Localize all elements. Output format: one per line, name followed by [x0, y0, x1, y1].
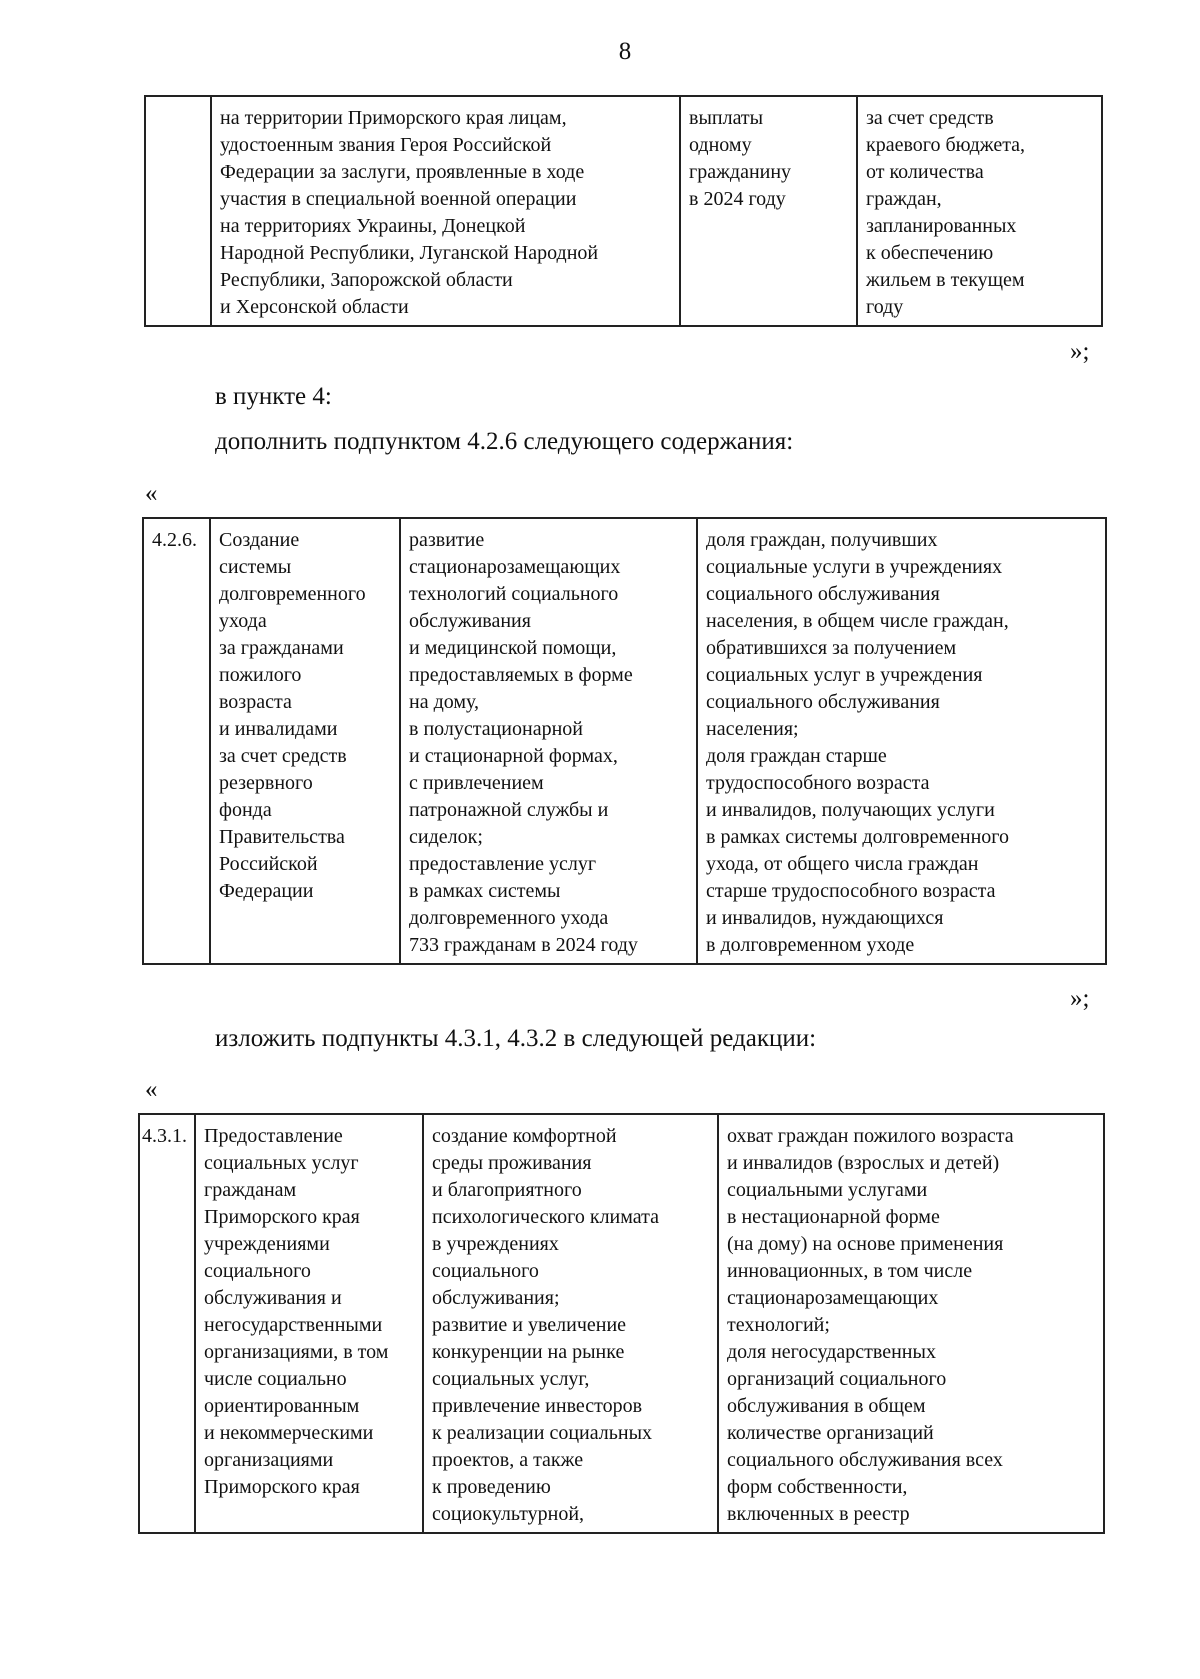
- cell-payment: выплаты одному гражданину в 2024 году: [680, 96, 857, 326]
- cell-result: развитие стационарозамещающих технологий социального обслуживания и медицинской помощи, предоставляемых в форме на дому, в полустационарной и стационарной формах, с привлечением патронажной службы и сиделок; предоставление услуг в рамках системы долговременного ухода 733 гражданам в 2024 году: [400, 518, 697, 964]
- cell-result: создание комфортной среды проживания и благоприятного психологического климата в учреждениях социального обслуживания; развитие и увеличение конкуренции на рынке социальных услуг, привлечение инвесторов к реализации социальных проектов, а также к проведению социокультурной,: [423, 1114, 718, 1533]
- cell-name: Создание системы долговременного ухода за гражданами пожилого возраста и инвалидами за счет средств резервного фонда Правительства Российской Федерации: [210, 518, 400, 964]
- cell-funding: за счет средств краевого бюджета, от количества граждан, запланированных к обеспечению жильем в текущем году: [857, 96, 1102, 326]
- cell-number: 4.3.1.: [139, 1114, 195, 1533]
- opening-quote: «: [145, 480, 158, 507]
- table-row: [145, 96, 1102, 326]
- cell-indicator: охват граждан пожилого возраста и инвалидов (взрослых и детей) социальными услугами в нестационарной форме (на дому) на основе применения инновационных, в том числе стационарозамещающих технологий; доля негосударственных организаций социального обслуживания в общем количестве организаций социального обслуживания всех форм собственности, включенных в реестр: [718, 1114, 1104, 1533]
- closing-quote: »;: [1070, 338, 1090, 365]
- opening-quote: «: [145, 1076, 158, 1103]
- page-number: 8: [618, 38, 632, 65]
- paragraph-restate-subpoints: изложить подпункты 4.3.1, 4.3.2 в следующей редакции:: [215, 1025, 817, 1052]
- paragraph-add-subpoint: дополнить подпунктом 4.2.6 следующего содержания:: [215, 428, 794, 455]
- cell-description: на территории Приморского края лицам, удостоенным звания Героя Российской Федерации за заслуги, проявленные в ходе участия в специальной военной операции на территориях Украины, Донецкой Народной Республики, Луганской Народной Республики, Запорожской области и Херсонской области: [211, 96, 680, 326]
- table-subpoint-4-3-1: [138, 1113, 1105, 1534]
- table-row: [139, 1114, 1104, 1533]
- paragraph-punkt-4: в пункте 4:: [215, 383, 332, 410]
- closing-quote: »;: [1070, 985, 1090, 1012]
- cell-number: [145, 96, 211, 326]
- cell-indicator: доля граждан, получивших социальные услуги в учреждениях социального обслуживания населения, в общем числе граждан, обратившихся за получением социальных услуг в учреждения социального обслуживания населения; доля граждан старше трудоспособного возраста и инвалидов, получающих услуги в рамках системы долговременного ухода, от общего числа граждан старше трудоспособного возраста и инвалидов, нуждающихся в долговременном уходе: [697, 518, 1106, 964]
- table-row: [143, 518, 1106, 964]
- cell-name: Предоставление социальных услуг гражданам Приморского края учреждениями социального обслуживания и негосударственными организациями, в том числе социально ориентированным и некоммерческими организациями Приморского края: [195, 1114, 423, 1533]
- table-housing-continued: [144, 95, 1103, 327]
- table-subpoint-4-2-6: [142, 517, 1107, 965]
- cell-number: 4.2.6.: [143, 518, 210, 964]
